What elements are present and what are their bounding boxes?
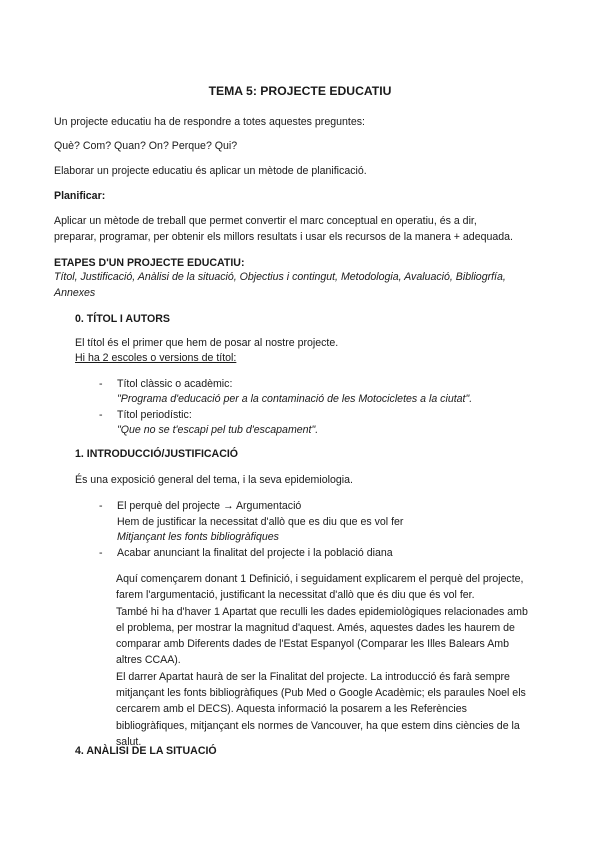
elaborar-text: Elaborar un projecte educatiu és aplicar un mètode de planificació. (54, 165, 367, 177)
section-0-item-2-example: "Que no se t'escapi pel tub d'escapament". (117, 424, 319, 436)
section-0-line-1: El títol és el primer que hem de posar al nostre projecte. (75, 337, 339, 349)
section-1-paragraph-2: També hi ha d'haver 1 Apartat que reculli les dades epidemiològiques relacionades amb el problema, per mostrar la magnitud d'aquest. Amés, aquestes dades les haurem de comparar amb Diferents dades de l'Estat Espanyol (Comparar les Illes Balears Amb altres CCAA). (116, 605, 528, 667)
etapes-heading: ETAPES D'UN PROJECTE EDUCATIU: (54, 257, 245, 269)
section-0-heading: 0. TÍTOL I AUTORS (75, 313, 170, 325)
planificar-line-2: preparar, programar, per obtenir els millors resultats i usar els recursos de la manera + adequada. (54, 231, 513, 243)
intro-text: Un projecte educatiu ha de respondre a totes aquestes preguntes: (54, 116, 365, 128)
section-1-line-1: És una exposició general del tema, i la seva epidemiologia. (75, 474, 353, 486)
section-1-item-2: Acabar anunciant la finalitat del projecte i la població diana (117, 547, 393, 559)
section-0-item-2-label: Títol periodístic: (117, 409, 192, 421)
etapes-line-1: Títol, Justificació, Anàlisi de la situació, Objectius i contingut, Metodologia, Avaluació, Bibliogrfía, (54, 271, 506, 283)
page-title: TEMA 5: PROJECTE EDUCATIU (208, 84, 392, 98)
section-0-item-1-example: "Programa d'educació per a la contaminació de les Motocicletes a la ciutat". (117, 393, 473, 405)
section-1-item-1-sub-1: Hem de justificar la necessitat d'allò que es diu que es vol fer (117, 516, 404, 528)
section-1-paragraph-1: Aquí començarem donant 1 Definició, i seguidament explicarem el perquè del projecte, farem l'argumentació, justificant la necessitat d'allò que és diu que és vol fer. (116, 573, 524, 602)
bullet-marker: - (99, 378, 103, 390)
planificar-line-1: Aplicar un mètode de treball que permet convertir el marc conceptual en operatiu, és a dir, (54, 215, 477, 227)
bullet-marker: - (99, 500, 103, 512)
section-1-paragraph-block (116, 571, 528, 750)
etapes-line-2: Annexes (54, 287, 96, 299)
questions-text: Què? Com? Quan? On? Perque? Qui? (54, 140, 238, 152)
section-1-item-1-sub-2: Mitjançant les fonts bibliogràfiques (117, 531, 279, 543)
section-4-heading: 4. ANÀLISI DE LA SITUACIÓ (75, 745, 217, 757)
section-1-item-1: El perquè del projecte → Argumentació (117, 500, 302, 512)
section-1-paragraph-3: El darrer Apartat haurà de ser la Finalitat del projecte. La introducció és farà sempre mitjançant les fonts bibliogràfiques (Pub Med o Google Acadèmic; els paraules Noel els cercarem amb el DECS). Aquesta informació la posarem a les Referències bibliogràfiques, mitjançant els normes de Vancouver, ha que estem dins ciències de la salut. (116, 670, 526, 748)
bullet-marker: - (99, 547, 103, 559)
section-0-item-1-label: Títol clàssic o acadèmic: (117, 378, 233, 390)
planificar-heading: Planificar: (54, 190, 106, 202)
section-1-heading: 1. INTRODUCCIÓ/JUSTIFICACIÓ (75, 448, 239, 460)
section-0-line-2: Hi ha 2 escoles o versions de títol: (75, 352, 237, 364)
bullet-marker: - (99, 409, 103, 421)
